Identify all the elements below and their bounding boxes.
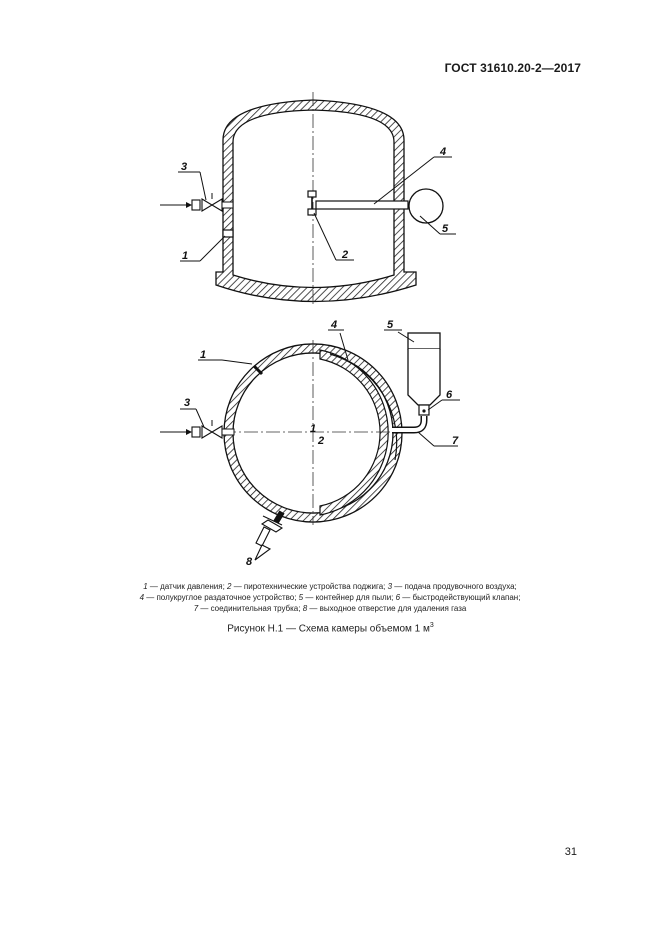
- document-header: ГОСТ 31610.20-2—2017: [444, 61, 581, 75]
- callout-8-bottom: 8: [246, 556, 253, 568]
- callout-1-center: 1: [310, 423, 317, 435]
- callout-4-bottom: 4: [331, 319, 338, 331]
- callout-1-bottom: 1: [200, 349, 207, 361]
- legend-text: — быстродействующий клапан;: [400, 593, 521, 602]
- callout-2-center: 2: [318, 435, 325, 447]
- callout-6-bottom: 6: [446, 389, 453, 401]
- legend-num: 1: [143, 582, 148, 591]
- caption-superscript: 3: [429, 622, 434, 629]
- legend-num: 8: [302, 604, 308, 613]
- figure-legend: [90, 581, 570, 614]
- legend-num: 5: [298, 593, 304, 602]
- legend-text: — датчик давления;: [147, 582, 228, 591]
- legend-num: 7: [193, 604, 199, 613]
- callout-2-top: 2: [342, 249, 349, 261]
- figure-caption: [0, 622, 661, 634]
- callout-1-top: 1: [182, 250, 189, 262]
- callout-7-bottom: 7: [452, 435, 459, 447]
- legend-text: — подача продувочного воздуха;: [392, 582, 517, 591]
- legend-text: — полукруглое раздаточное устройство;: [144, 593, 299, 602]
- legend-num: 4: [139, 593, 145, 602]
- legend-text: — выходное отверстие для удаления газа: [307, 604, 467, 613]
- callout-5-bottom: 5: [387, 319, 394, 331]
- page-number: 31: [564, 846, 577, 858]
- caption-text: Рисунок Н.1 — Схема камеры объемом 1 м: [227, 623, 430, 635]
- legend-num: 2: [227, 582, 232, 591]
- legend-text: — контейнер для пыли;: [303, 593, 396, 602]
- legend-text: — соединительная трубка;: [198, 604, 303, 613]
- legend-line: [90, 603, 570, 614]
- callout-4-top: 4: [440, 146, 447, 158]
- callout-5-top: 5: [442, 223, 449, 235]
- legend-line: [90, 592, 570, 603]
- legend-num: 6: [395, 593, 401, 602]
- dust-container: [409, 189, 443, 223]
- callout-3-bottom: 3: [184, 397, 191, 409]
- legend-num: 3: [387, 582, 393, 591]
- legend-text: — пиротехнические устройства поджига;: [231, 582, 388, 591]
- legend-line: [90, 581, 570, 592]
- side-section-view: [160, 92, 456, 305]
- plan-section-view: [160, 319, 460, 568]
- callout-3-top: 3: [181, 161, 188, 173]
